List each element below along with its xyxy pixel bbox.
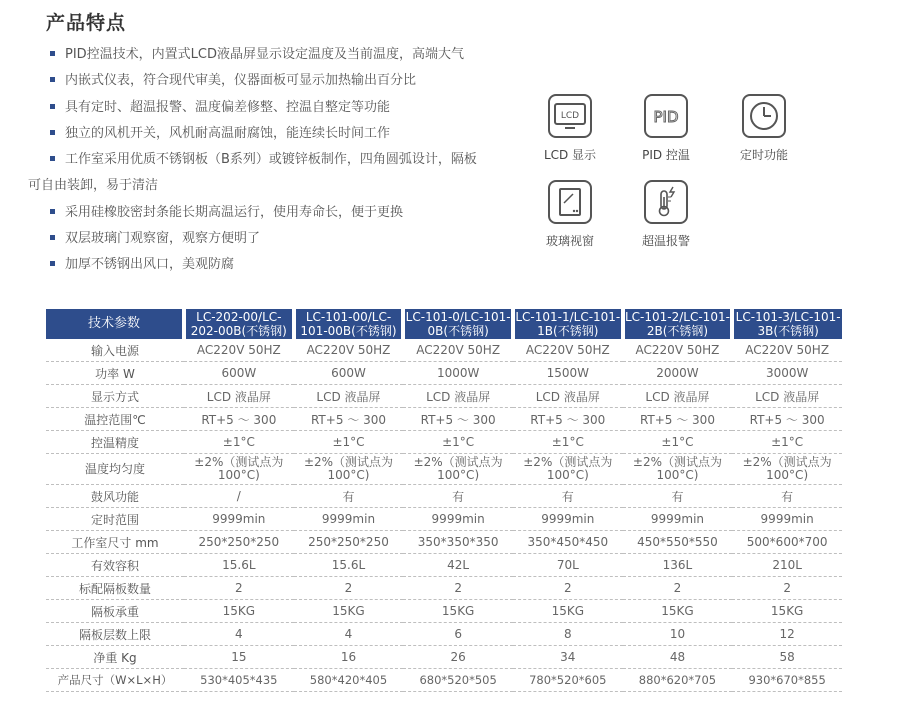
pid-icon	[644, 94, 688, 138]
table-cell: 15KG	[294, 600, 404, 623]
svg-text:PID: PID	[653, 108, 679, 126]
table-cell: 15KG	[623, 600, 733, 623]
feature-item: 独立的风机开关，风机耐高温耐腐蚀，能连续长时间工作	[46, 121, 506, 147]
table-cell: ±1°C	[403, 431, 513, 454]
table-row	[46, 408, 842, 431]
feature-item: 采用硅橡胶密封条能长期高温运行，使用寿命长，便于更换	[46, 200, 506, 226]
bullet-icon	[50, 51, 55, 56]
feature-item: 加厚不锈钢出风口，美观防腐	[46, 252, 506, 278]
table-cell: LCD 液晶屏	[732, 385, 842, 408]
table-cell: 210L	[732, 554, 842, 577]
table-cell: ±2%（测试点为100°C)	[732, 454, 842, 485]
icon-item-timer: 定时功能	[734, 94, 794, 163]
table-row	[46, 623, 842, 646]
lcd-icon	[548, 94, 592, 138]
table-cell: 9999min	[403, 508, 513, 531]
table-cell: 9999min	[184, 508, 294, 531]
model-header: LC-101-2/LC-101-2B(不锈钢)	[623, 309, 733, 339]
row-label: 工作室尺寸 mm	[46, 531, 184, 554]
table-cell: 有	[403, 485, 513, 508]
model-header: LC-101-3/LC-101-3B(不锈钢)	[732, 309, 842, 339]
feature-item-continuation: 可自由装卸，易于清洁	[28, 178, 159, 194]
thermometer-alarm-icon	[644, 180, 688, 224]
table-cell: 4	[294, 623, 404, 646]
table-cell: 600W	[294, 362, 404, 385]
model-header: LC-101-1/LC-101-1B(不锈钢)	[513, 309, 623, 339]
table-cell: ±1°C	[623, 431, 733, 454]
svg-text:LCD: LCD	[560, 111, 580, 121]
table-cell: 70L	[513, 554, 623, 577]
table-cell: 10	[623, 623, 733, 646]
table-cell: RT+5 ～ 300	[513, 408, 623, 431]
row-label: 有效容积	[46, 554, 184, 577]
table-cell: 58	[732, 646, 842, 669]
row-label: 净重 Kg	[46, 646, 184, 669]
table-cell: /	[184, 485, 294, 508]
table-row	[46, 454, 842, 485]
clock-icon	[742, 94, 786, 138]
spec-table	[46, 309, 842, 692]
table-cell: ±1°C	[513, 431, 623, 454]
table-cell: 350*350*350	[403, 531, 513, 554]
model-header: LC-101-0/LC-101-0B(不锈钢)	[403, 309, 513, 339]
table-cell: AC220V 50HZ	[403, 339, 513, 362]
table-cell: AC220V 50HZ	[513, 339, 623, 362]
table-cell: 有	[732, 485, 842, 508]
bullet-icon	[50, 235, 55, 240]
table-cell: 26	[403, 646, 513, 669]
spec-header-row	[46, 309, 842, 339]
table-cell: 880*620*705	[623, 669, 733, 692]
table-cell: 15KG	[184, 600, 294, 623]
table-cell: 930*670*855	[732, 669, 842, 692]
table-cell: ±2%（测试点为100°C)	[623, 454, 733, 485]
table-cell: ±2%（测试点为100°C)	[513, 454, 623, 485]
table-cell: 2	[403, 577, 513, 600]
table-row	[46, 385, 842, 408]
table-row	[46, 669, 842, 692]
table-cell: 680*520*505	[403, 669, 513, 692]
table-cell: AC220V 50HZ	[732, 339, 842, 362]
row-label: 输入电源	[46, 339, 184, 362]
table-cell: 2	[732, 577, 842, 600]
table-cell: 3000W	[732, 362, 842, 385]
bullet-icon	[50, 77, 55, 82]
row-label: 产品尺寸（W×L×H）	[46, 669, 184, 692]
table-cell: 15.6L	[294, 554, 404, 577]
table-cell: 有	[623, 485, 733, 508]
bullet-icon	[50, 156, 55, 161]
table-cell: 9999min	[732, 508, 842, 531]
table-cell: ±1°C	[732, 431, 842, 454]
table-row	[46, 362, 842, 385]
feature-item: 具有定时、超温报警、温度偏差修整、控温自整定等功能	[46, 95, 506, 121]
spec-corner-header: 技术参数	[46, 309, 184, 339]
row-label: 功率 W	[46, 362, 184, 385]
table-cell: 42L	[403, 554, 513, 577]
bullet-icon	[50, 261, 55, 266]
table-row	[46, 485, 842, 508]
table-cell: 12	[732, 623, 842, 646]
feature-item: PID控温技术，内置式LCD液晶屏显示设定温度及当前温度，高端大气	[46, 42, 506, 68]
table-cell: AC220V 50HZ	[623, 339, 733, 362]
row-label: 隔板层数上限	[46, 623, 184, 646]
table-cell: RT+5 ～ 300	[184, 408, 294, 431]
table-cell: 15.6L	[184, 554, 294, 577]
table-cell: LCD 液晶屏	[184, 385, 294, 408]
table-cell: LCD 液晶屏	[623, 385, 733, 408]
table-cell: 500*600*700	[732, 531, 842, 554]
table-cell: 34	[513, 646, 623, 669]
table-cell: RT+5 ～ 300	[294, 408, 404, 431]
table-cell: 2	[513, 577, 623, 600]
table-cell: ±1°C	[184, 431, 294, 454]
glass-window-icon	[548, 180, 592, 224]
table-cell: 15KG	[732, 600, 842, 623]
feature-list	[28, 42, 506, 279]
table-cell: 350*450*450	[513, 531, 623, 554]
table-cell: ±1°C	[294, 431, 404, 454]
row-label: 温度均匀度	[46, 454, 184, 485]
row-label: 鼓风功能	[46, 485, 184, 508]
table-row	[46, 577, 842, 600]
table-cell: 250*250*250	[184, 531, 294, 554]
table-cell: AC220V 50HZ	[184, 339, 294, 362]
table-cell: 8	[513, 623, 623, 646]
table-cell: 16	[294, 646, 404, 669]
bullet-icon	[50, 130, 55, 135]
table-row	[46, 554, 842, 577]
table-cell: RT+5 ～ 300	[403, 408, 513, 431]
table-cell: 48	[623, 646, 733, 669]
row-label: 定时范围	[46, 508, 184, 531]
table-row	[46, 339, 842, 362]
feature-icons	[540, 94, 840, 264]
table-cell: 9999min	[623, 508, 733, 531]
table-cell: 9999min	[513, 508, 623, 531]
table-cell: LCD 液晶屏	[403, 385, 513, 408]
row-label: 显示方式	[46, 385, 184, 408]
table-cell: ±2%（测试点为100°C)	[184, 454, 294, 485]
table-cell: 250*250*250	[294, 531, 404, 554]
table-cell: 2000W	[623, 362, 733, 385]
table-cell: 530*405*435	[184, 669, 294, 692]
icon-item-overheat: 超温报警	[636, 180, 696, 249]
table-cell: ±2%（测试点为100°C)	[294, 454, 404, 485]
table-row	[46, 431, 842, 454]
row-label: 温控范围℃	[46, 408, 184, 431]
feature-item: 工作室采用优质不锈钢板（B系列）或镀锌板制作，四角圆弧设计，隔板	[46, 147, 506, 173]
icon-item-pid: PID PID 控温	[636, 94, 696, 163]
table-cell: LCD 液晶屏	[513, 385, 623, 408]
model-header: LC-101-00/LC-101-00B(不锈钢)	[294, 309, 404, 339]
table-cell: AC220V 50HZ	[294, 339, 404, 362]
table-cell: 4	[184, 623, 294, 646]
table-cell: 1000W	[403, 362, 513, 385]
table-cell: 15KG	[403, 600, 513, 623]
row-label: 隔板承重	[46, 600, 184, 623]
table-row	[46, 531, 842, 554]
table-cell: 450*550*550	[623, 531, 733, 554]
table-cell: 2	[184, 577, 294, 600]
table-cell: ±2%（测试点为100°C)	[403, 454, 513, 485]
bullet-icon	[50, 209, 55, 214]
section-title: 产品特点	[46, 12, 127, 34]
table-cell: 有	[294, 485, 404, 508]
table-cell: RT+5 ～ 300	[732, 408, 842, 431]
table-row	[46, 646, 842, 669]
table-cell: 780*520*605	[513, 669, 623, 692]
table-cell: 136L	[623, 554, 733, 577]
spec-body	[46, 339, 842, 692]
feature-item: 内嵌式仪表，符合现代审美，仪器面板可显示加热输出百分比	[46, 68, 506, 94]
table-cell: 2	[623, 577, 733, 600]
table-cell: 600W	[184, 362, 294, 385]
row-label: 标配隔板数量	[46, 577, 184, 600]
table-cell: 15KG	[513, 600, 623, 623]
table-row	[46, 600, 842, 623]
bullet-icon	[50, 104, 55, 109]
table-cell: 15	[184, 646, 294, 669]
model-header: LC-202-00/LC-202-00B(不锈钢)	[184, 309, 294, 339]
feature-item: 双层玻璃门观察窗，观察方便明了	[46, 226, 506, 252]
table-cell: 1500W	[513, 362, 623, 385]
table-cell: LCD 液晶屏	[294, 385, 404, 408]
table-cell: 9999min	[294, 508, 404, 531]
table-cell: RT+5 ～ 300	[623, 408, 733, 431]
row-label: 控温精度	[46, 431, 184, 454]
icon-item-lcd: LCD LCD 显示	[540, 94, 600, 163]
table-cell: 6	[403, 623, 513, 646]
table-cell: 2	[294, 577, 404, 600]
table-cell: 580*420*405	[294, 669, 404, 692]
table-cell: 有	[513, 485, 623, 508]
table-row	[46, 508, 842, 531]
icon-item-glass: 玻璃视窗	[540, 180, 600, 249]
